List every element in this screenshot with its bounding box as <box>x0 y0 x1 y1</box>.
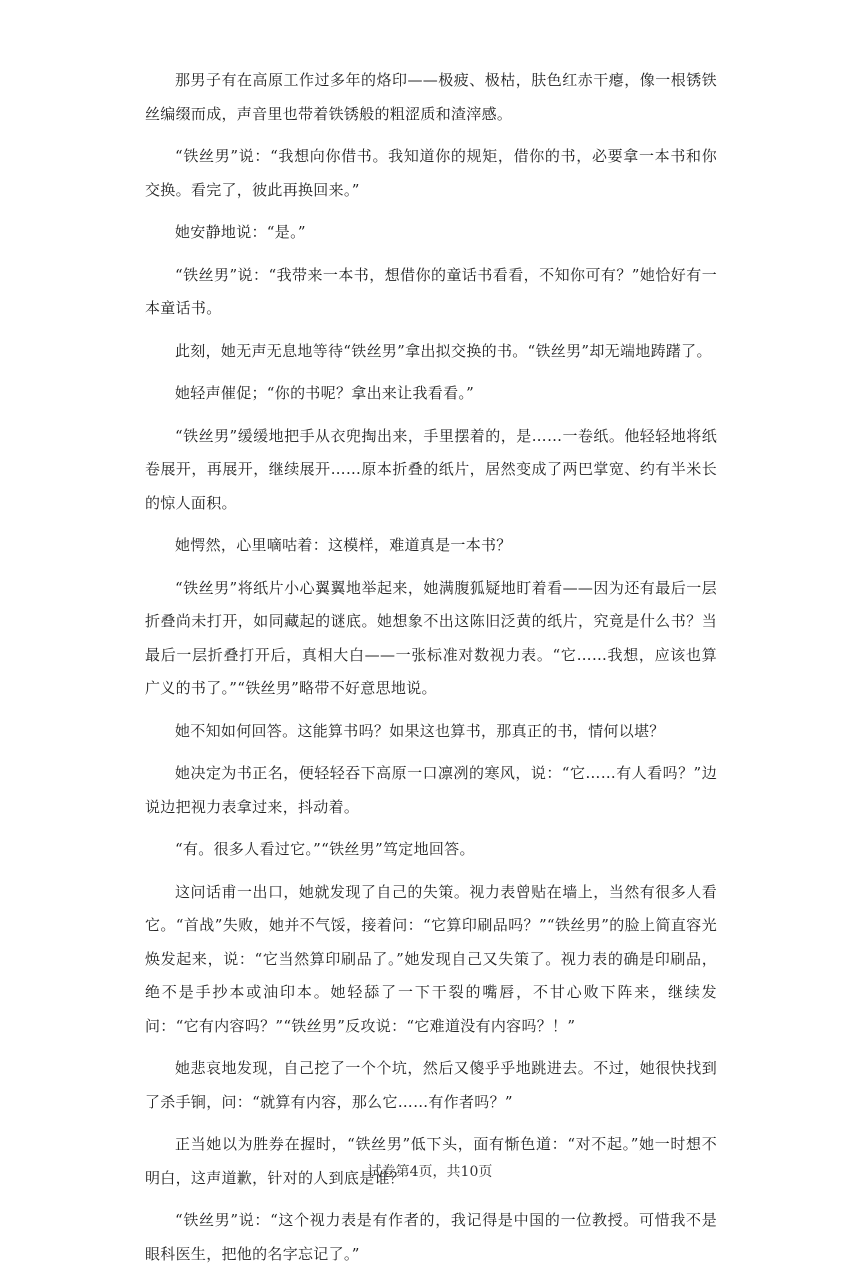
paragraph: “有。很多人看过它。”“铁丝男”笃定地回答。 <box>175 840 475 858</box>
paragraph: 她不知如何回答。这能算书吗？如果这也算书，那真正的书，情何以堪？ <box>175 721 665 740</box>
paragraph: “铁丝男”说：“我带来一本书，想借你的童话书看看，不知你可有？”她恰好有一本童话书。 <box>145 265 717 317</box>
paragraph: 正当她以为胜券在握时，“铁丝男”低下头，面有惭色道：“对不起。”她一时想不明白，这声道歉，针对的人到底是谁？ <box>145 1135 717 1187</box>
paragraph: 她安静地说：“是。” <box>175 223 306 241</box>
page-footer: 试卷第4页，共10页 <box>367 1164 493 1180</box>
paragraph: “铁丝男”缓缓地把手从衣兜掏出来，手里摆着的，是……一卷纸。他轻轻地将纸卷展开，再展开，继续展开……原本折叠的纸片，居然变成了两巴掌宽、约有半米长的惊人面积。 <box>145 426 717 512</box>
paragraph: 此刻，她无声无息地等待“铁丝男”拿出拟交换的书。“铁丝男”却无端地踌躇了。 <box>175 341 712 360</box>
paragraph: “铁丝男”说：“我想向你借书。我知道你的规矩，借你的书，必要拿一本书和你交换。看完了，彼此再换回来。” <box>145 147 717 199</box>
paragraph: 那男子有在高原工作过多年的烙印——极疲、极枯，肤色红赤干瘪，像一根锈铁丝编缀而成，声音里也带着铁锈般的粗涩质和渣滓感。 <box>145 71 717 123</box>
paragraph: 这问话甫一出口，她就发现了自己的失策。视力表曾贴在墙上，当然有很多人看它。“首战”失败，她并不气馁，接着问：“它算印刷品吗？”“铁丝男”的脸上简直容光焕发起来，说：“它当然算印刷品了。”她发现自己又失策了。视力表的确是印刷品，绝不是手抄本或油印本。她轻舔了一下干裂的嘴唇，不甘心败下阵来，继续发问：“它有内容吗？”“铁丝男”反攻说：“它难道没有内容吗？！” <box>145 882 717 1035</box>
passage <box>145 64 717 1280</box>
paragraph: 她轻声催促；“你的书呢？拿出来让我看看。” <box>175 384 475 402</box>
paragraph: 她决定为书正名，便轻轻吞下高原一口凛冽的寒风，说：“它……有人看吗？”边说边把视力表拿过来，抖动着。 <box>145 764 717 816</box>
paragraph: 她愕然，心里嘀咕着：这模样，难道真是一本书？ <box>175 536 512 554</box>
paragraph: 她悲哀地发现，自己挖了一个个坑，然后又傻乎乎地跳进去。不过，她很快找到了杀手锏，问：“就算有内容，那么它……有作者吗？” <box>145 1059 717 1111</box>
paragraph: “铁丝男”说：“这个视力表是有作者的，我记得是中国的一位教授。可惜我不是眼科医生，把他的名字忘记了。” <box>145 1211 717 1263</box>
paragraph: “铁丝男”将纸片小心翼翼地举起来，她满腹狐疑地盯着看——因为还有最后一层折叠尚未打开，如同藏起的谜底。她想象不出这陈旧泛黄的纸片，究竟是什么书？当最后一层折叠打开后，真相大白——一张标准对数视力表。“它……我想，应该也算广义的书了。”“铁丝男”略带不好意思地说。 <box>145 578 717 697</box>
